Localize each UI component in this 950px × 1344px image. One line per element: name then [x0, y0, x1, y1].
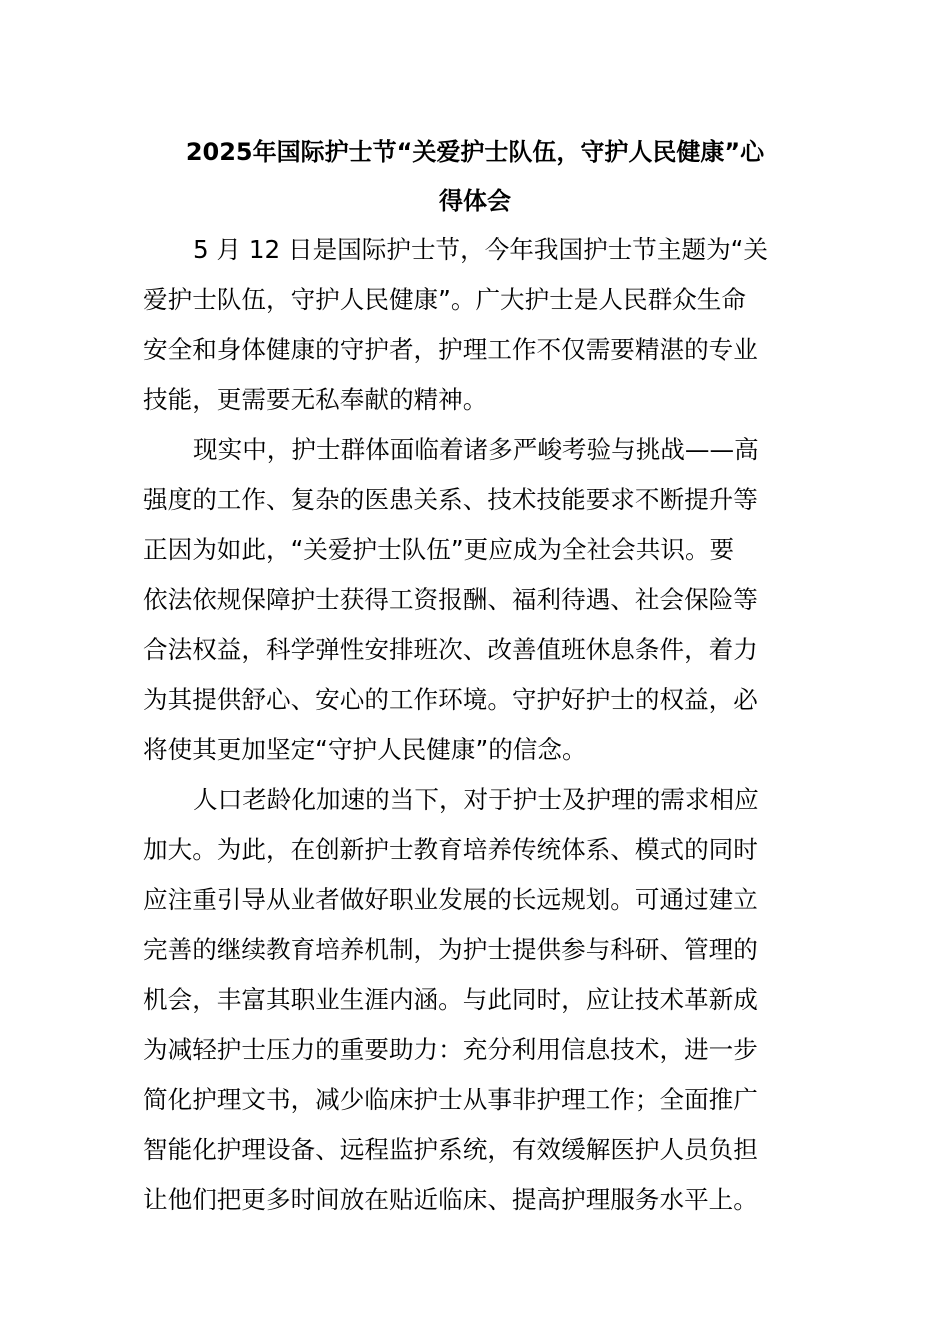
- paragraph-line: 安全和身体健康的守护者，护理工作不仅需要精湛的专业: [143, 335, 758, 364]
- paragraph-line: 机会，丰富其职业生涯内涵。与此同时，应让技术革新成: [143, 985, 758, 1014]
- paragraph-line: 现实中，护士群体面临着诸多严峻考验与挑战——高: [193, 435, 759, 464]
- paragraph-line: 为其提供舒心、安心的工作环境。守护好护士的权益，必: [143, 685, 758, 714]
- paragraph-line: 强度的工作、复杂的医患关系、技术技能要求不断提升等: [143, 485, 758, 514]
- document-title-line-2: 得体会: [439, 187, 511, 215]
- paragraph-line: 完善的继续教育培养机制，为护士提供参与科研、管理的: [143, 935, 758, 964]
- paragraph-line: 技能，更需要无私奉献的精神。: [143, 385, 488, 414]
- paragraph-line: 加大。为此，在创新护士教育培养传统体系、模式的同时: [143, 835, 758, 864]
- paragraph-line: 为减轻护士压力的重要助力：充分利用信息技术，进一步: [143, 1035, 758, 1064]
- paragraph-line: 让他们把更多时间放在贴近临床、提高护理服务水平上。: [143, 1185, 758, 1214]
- paragraph-line: 智能化护理设备、远程监护系统，有效缓解医护人员负担: [143, 1135, 758, 1164]
- paragraph-line: 人口老龄化加速的当下，对于护士及护理的需求相应: [193, 785, 759, 814]
- document-title-line-1: 2025年国际护士节“关爱护士队伍，守护人民健康”心: [185, 138, 765, 166]
- paragraph-line: 正因为如此，“关爱护士队伍”更应成为全社会共识。要: [143, 535, 735, 564]
- paragraph-line: 应注重引导从业者做好职业发展的长远规划。可通过建立: [143, 885, 758, 914]
- paragraph-line: 合法权益，科学弹性安排班次、改善值班休息条件，着力: [143, 635, 758, 664]
- paragraph-line: 简化护理文书，减少临床护士从事非护理工作；全面推广: [143, 1085, 758, 1114]
- paragraph-line: 依法依规保障护士获得工资报酬、福利待遇、社会保险等: [143, 585, 758, 614]
- paragraph-line: 5 月 12 日是国际护士节，今年我国护士节主题为“关: [193, 235, 769, 264]
- paragraph-line: 将使其更加坚定“守护人民健康”的信念。: [143, 735, 587, 764]
- paragraph-line: 爱护士队伍，守护人民健康”。广大护士是人民群众生命: [143, 285, 746, 314]
